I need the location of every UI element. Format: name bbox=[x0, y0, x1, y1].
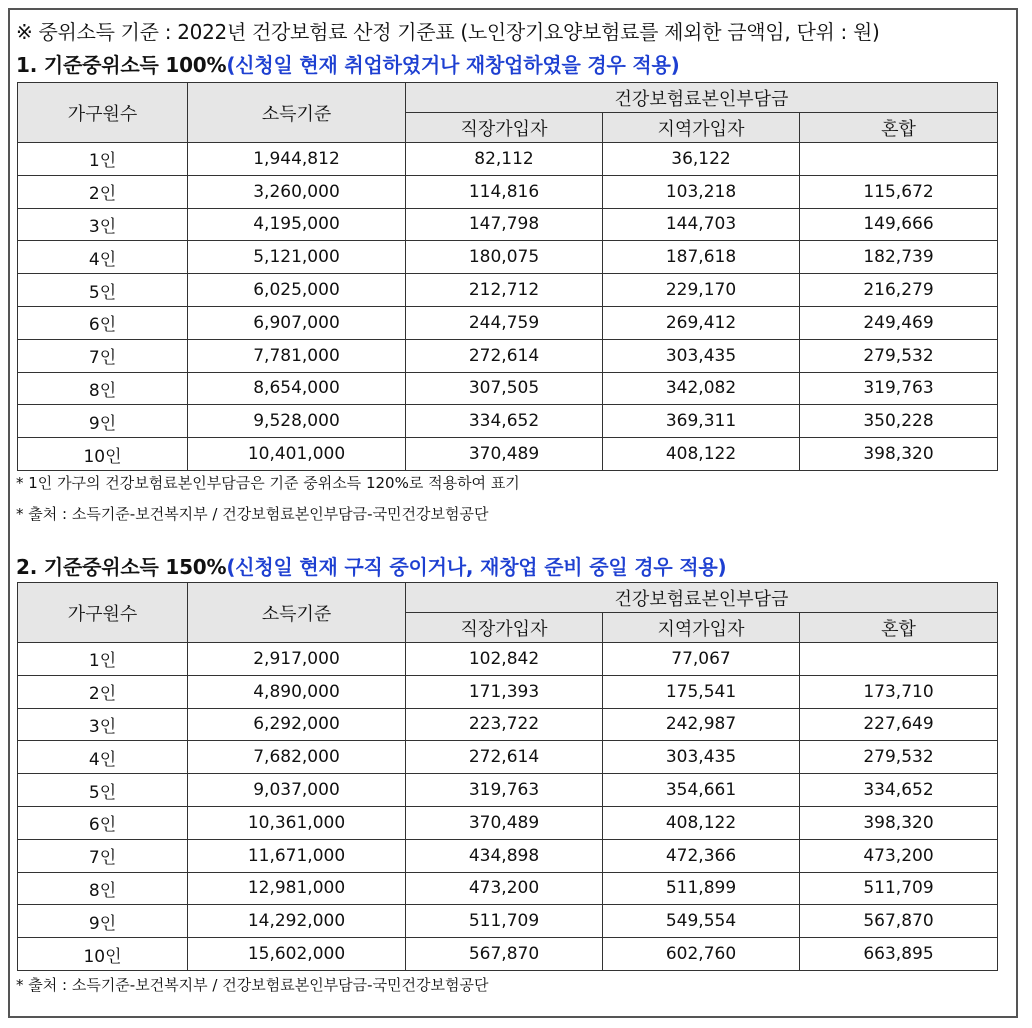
header-premium-group: 건강보험료본인부담금 bbox=[406, 83, 998, 113]
header-premium-group: 건강보험료본인부담금 bbox=[406, 583, 998, 613]
cell-income: 6,292,000 bbox=[188, 708, 406, 741]
cell-regional: 342,082 bbox=[603, 372, 800, 405]
cell-regional: 602,760 bbox=[603, 938, 800, 971]
table-row bbox=[18, 938, 998, 971]
table-row bbox=[18, 438, 998, 471]
header-mixed: 혼합 bbox=[800, 613, 998, 643]
cell-mixed: 149,666 bbox=[800, 208, 998, 241]
cell-mixed: 216,279 bbox=[800, 274, 998, 307]
cell-regional: 144,703 bbox=[603, 208, 800, 241]
cell-household: 4인 bbox=[18, 741, 188, 774]
cell-household: 4인 bbox=[18, 241, 188, 274]
cell-household: 9인 bbox=[18, 405, 188, 438]
cell-regional: 175,541 bbox=[603, 675, 800, 708]
cell-household: 6인 bbox=[18, 806, 188, 839]
table-row bbox=[18, 241, 998, 274]
section2-body bbox=[18, 643, 998, 971]
section1-note-one-person: * 1인 가구의 건강보험료본인부담금은 기준 중위소득 120%로 적용하여 표기 bbox=[16, 474, 520, 492]
cell-employee: 334,652 bbox=[406, 405, 603, 438]
cell-employee: 147,798 bbox=[406, 208, 603, 241]
section1-body bbox=[18, 143, 998, 471]
cell-mixed: 473,200 bbox=[800, 839, 998, 872]
cell-employee: 171,393 bbox=[406, 675, 603, 708]
header-income: 소득기준 bbox=[188, 583, 406, 643]
cell-regional: 549,554 bbox=[603, 905, 800, 938]
cell-employee: 319,763 bbox=[406, 774, 603, 807]
cell-income: 14,292,000 bbox=[188, 905, 406, 938]
cell-income: 11,671,000 bbox=[188, 839, 406, 872]
cell-household: 3인 bbox=[18, 208, 188, 241]
cell-mixed: 249,469 bbox=[800, 306, 998, 339]
cell-regional: 242,987 bbox=[603, 708, 800, 741]
cell-household: 10인 bbox=[18, 438, 188, 471]
table-row bbox=[18, 806, 998, 839]
cell-regional: 36,122 bbox=[603, 143, 800, 176]
cell-household: 7인 bbox=[18, 839, 188, 872]
table-row bbox=[18, 708, 998, 741]
cell-mixed: 350,228 bbox=[800, 405, 998, 438]
cell-employee: 212,712 bbox=[406, 274, 603, 307]
cell-household: 3인 bbox=[18, 708, 188, 741]
cell-mixed: 173,710 bbox=[800, 675, 998, 708]
cell-mixed: 334,652 bbox=[800, 774, 998, 807]
cell-employee: 180,075 bbox=[406, 241, 603, 274]
criteria-header: ※ 중위소득 기준 : 2022년 건강보험료 산정 기준표 (노인장기요양보험료를 제외한 금액임, 단위 : 원) bbox=[16, 20, 880, 44]
cell-employee: 82,112 bbox=[406, 143, 603, 176]
cell-mixed: 319,763 bbox=[800, 372, 998, 405]
section1-table bbox=[17, 82, 998, 471]
table-row bbox=[18, 274, 998, 307]
section2-table bbox=[17, 582, 998, 971]
cell-employee: 307,505 bbox=[406, 372, 603, 405]
cell-regional: 187,618 bbox=[603, 241, 800, 274]
cell-regional: 408,122 bbox=[603, 806, 800, 839]
cell-household: 10인 bbox=[18, 938, 188, 971]
table-row bbox=[18, 372, 998, 405]
table-row bbox=[18, 741, 998, 774]
header-employee: 직장가입자 bbox=[406, 613, 603, 643]
cell-income: 5,121,000 bbox=[188, 241, 406, 274]
table-row bbox=[18, 405, 998, 438]
cell-regional: 229,170 bbox=[603, 274, 800, 307]
table-row bbox=[18, 905, 998, 938]
table-row bbox=[18, 643, 998, 676]
section1-note-source: * 출처 : 소득기준-보건복지부 / 건강보험료본인부담금-국민건강보험공단 bbox=[16, 505, 489, 523]
cell-income: 12,981,000 bbox=[188, 872, 406, 905]
cell-mixed: 227,649 bbox=[800, 708, 998, 741]
table-row bbox=[18, 839, 998, 872]
cell-income: 10,361,000 bbox=[188, 806, 406, 839]
cell-household: 6인 bbox=[18, 306, 188, 339]
cell-employee: 102,842 bbox=[406, 643, 603, 676]
section1-title-note: (신청일 현재 취업하였거나 재창업하였을 경우 적용) bbox=[226, 53, 680, 77]
cell-household: 5인 bbox=[18, 274, 188, 307]
section2-note-source: * 출처 : 소득기준-보건복지부 / 건강보험료본인부담금-국민건강보험공단 bbox=[16, 976, 489, 994]
table-row bbox=[18, 143, 998, 176]
cell-mixed: 663,895 bbox=[800, 938, 998, 971]
cell-regional: 472,366 bbox=[603, 839, 800, 872]
cell-household: 8인 bbox=[18, 372, 188, 405]
cell-income: 8,654,000 bbox=[188, 372, 406, 405]
cell-employee: 511,709 bbox=[406, 905, 603, 938]
cell-income: 2,917,000 bbox=[188, 643, 406, 676]
cell-income: 4,890,000 bbox=[188, 675, 406, 708]
cell-income: 7,682,000 bbox=[188, 741, 406, 774]
table-row bbox=[18, 175, 998, 208]
table-row bbox=[18, 774, 998, 807]
cell-income: 1,944,812 bbox=[188, 143, 406, 176]
cell-mixed: 279,532 bbox=[800, 741, 998, 774]
cell-income: 6,907,000 bbox=[188, 306, 406, 339]
header-household: 가구원수 bbox=[18, 583, 188, 643]
cell-household: 2인 bbox=[18, 675, 188, 708]
cell-household: 9인 bbox=[18, 905, 188, 938]
cell-household: 1인 bbox=[18, 643, 188, 676]
cell-employee: 223,722 bbox=[406, 708, 603, 741]
header-mixed: 혼합 bbox=[800, 113, 998, 143]
header-regional: 지역가입자 bbox=[603, 113, 800, 143]
cell-mixed: 511,709 bbox=[800, 872, 998, 905]
cell-mixed bbox=[800, 643, 998, 676]
cell-income: 3,260,000 bbox=[188, 175, 406, 208]
cell-mixed: 115,672 bbox=[800, 175, 998, 208]
cell-household: 1인 bbox=[18, 143, 188, 176]
cell-employee: 567,870 bbox=[406, 938, 603, 971]
table-row bbox=[18, 339, 998, 372]
cell-income: 9,037,000 bbox=[188, 774, 406, 807]
table-row bbox=[18, 306, 998, 339]
cell-employee: 272,614 bbox=[406, 741, 603, 774]
cell-employee: 370,489 bbox=[406, 438, 603, 471]
cell-regional: 511,899 bbox=[603, 872, 800, 905]
header-household: 가구원수 bbox=[18, 83, 188, 143]
cell-household: 7인 bbox=[18, 339, 188, 372]
header-employee: 직장가입자 bbox=[406, 113, 603, 143]
cell-regional: 369,311 bbox=[603, 405, 800, 438]
section2-title-note: (신청일 현재 구직 중이거나, 재창업 준비 중일 경우 적용) bbox=[226, 555, 727, 579]
cell-household: 8인 bbox=[18, 872, 188, 905]
cell-regional: 303,435 bbox=[603, 339, 800, 372]
cell-mixed: 279,532 bbox=[800, 339, 998, 372]
cell-regional: 354,661 bbox=[603, 774, 800, 807]
cell-income: 7,781,000 bbox=[188, 339, 406, 372]
cell-regional: 408,122 bbox=[603, 438, 800, 471]
table-row bbox=[18, 872, 998, 905]
cell-mixed: 398,320 bbox=[800, 806, 998, 839]
cell-income: 10,401,000 bbox=[188, 438, 406, 471]
cell-mixed bbox=[800, 143, 998, 176]
cell-employee: 244,759 bbox=[406, 306, 603, 339]
cell-income: 15,602,000 bbox=[188, 938, 406, 971]
cell-employee: 434,898 bbox=[406, 839, 603, 872]
cell-income: 4,195,000 bbox=[188, 208, 406, 241]
cell-employee: 114,816 bbox=[406, 175, 603, 208]
cell-employee: 272,614 bbox=[406, 339, 603, 372]
cell-regional: 269,412 bbox=[603, 306, 800, 339]
cell-regional: 77,067 bbox=[603, 643, 800, 676]
section1-title bbox=[16, 49, 680, 78]
header-regional: 지역가입자 bbox=[603, 613, 800, 643]
cell-income: 6,025,000 bbox=[188, 274, 406, 307]
table-row bbox=[18, 675, 998, 708]
cell-mixed: 398,320 bbox=[800, 438, 998, 471]
cell-regional: 103,218 bbox=[603, 175, 800, 208]
table-row bbox=[18, 208, 998, 241]
section1-title-prefix: 1. 기준중위소득 100% bbox=[16, 53, 227, 77]
cell-income: 9,528,000 bbox=[188, 405, 406, 438]
cell-mixed: 567,870 bbox=[800, 905, 998, 938]
section2-title bbox=[16, 551, 726, 580]
cell-regional: 303,435 bbox=[603, 741, 800, 774]
header-income: 소득기준 bbox=[188, 83, 406, 143]
cell-household: 5인 bbox=[18, 774, 188, 807]
section2-title-prefix: 2. 기준중위소득 150% bbox=[16, 555, 227, 579]
cell-household: 2인 bbox=[18, 175, 188, 208]
cell-mixed: 182,739 bbox=[800, 241, 998, 274]
cell-employee: 370,489 bbox=[406, 806, 603, 839]
cell-employee: 473,200 bbox=[406, 872, 603, 905]
